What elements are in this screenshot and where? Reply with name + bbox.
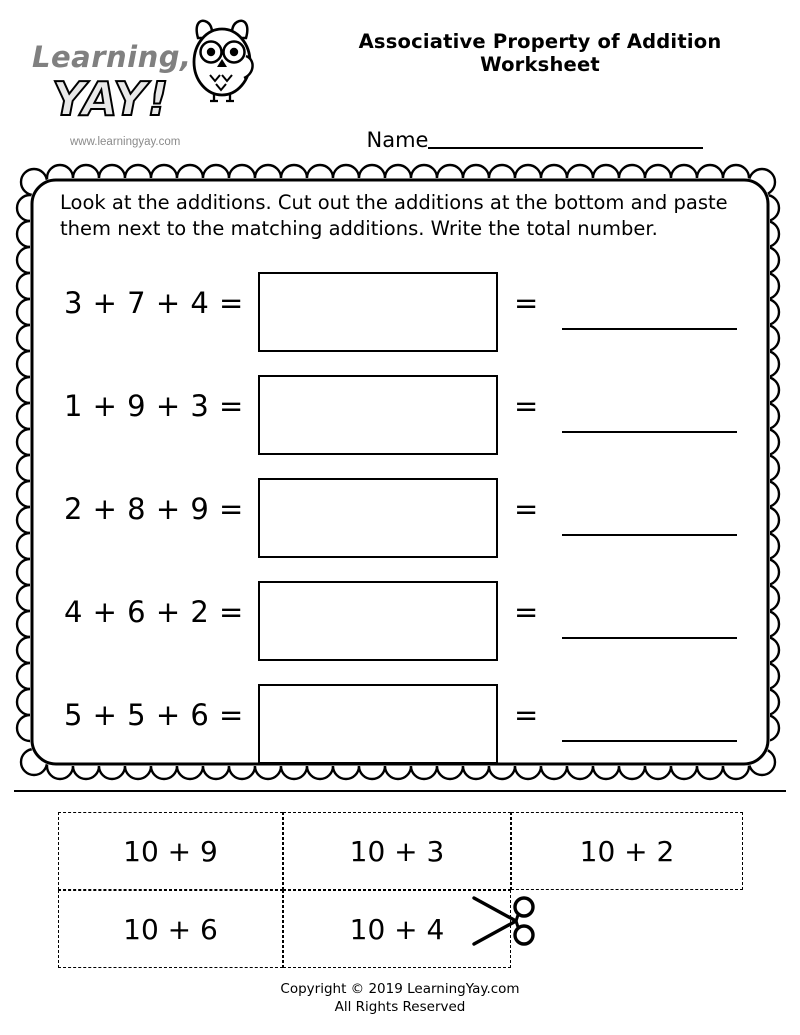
problem-row [46,470,756,573]
cutout-tile[interactable]: 10 + 2 [511,812,743,890]
page-title: Associative Property of Addition Worksheet [358,30,722,76]
page-header [0,0,800,160]
equals-sign: = [514,698,539,732]
problem-expression: 5 + 5 + 6 = [64,698,244,732]
equals-sign: = [514,286,539,320]
equals-sign: = [514,492,539,526]
name-field-row [300,128,770,152]
problem-expression: 2 + 8 + 9 = [64,492,244,526]
rights-line: All Rights Reserved [334,999,466,1016]
page-footer [0,980,800,1016]
problem-row [46,264,756,367]
name-input-blank[interactable] [428,128,703,149]
problem-row [46,573,756,676]
answer-blank[interactable] [562,532,737,536]
name-label: Name [366,128,429,152]
logo-text-learning: Learning, [32,40,192,74]
paste-box[interactable] [258,478,498,558]
paste-box[interactable] [258,272,498,352]
paste-box[interactable] [258,684,498,764]
cutout-tile[interactable]: 10 + 3 [283,812,511,890]
problem-list [46,264,756,779]
cut-line-divider [14,790,786,792]
logo-website-url: www.learningyay.com [70,136,181,148]
problem-row [46,676,756,779]
scissors-icon [468,890,540,952]
paste-box[interactable] [258,581,498,661]
answer-blank[interactable] [562,429,737,433]
owl-icon [180,12,264,108]
cutout-tile[interactable]: 10 + 4 [283,890,511,968]
equals-sign: = [514,389,539,423]
problem-expression: 3 + 7 + 4 = [64,286,244,320]
cutout-tile[interactable]: 10 + 6 [58,890,283,968]
brand-logo[interactable] [22,10,282,160]
problem-expression: 1 + 9 + 3 = [64,389,244,423]
answer-blank[interactable] [562,635,737,639]
paste-box[interactable] [258,375,498,455]
logo-text-yay: YAY! [52,72,170,126]
worksheet-body [46,178,756,766]
answer-blank[interactable] [562,738,737,742]
cutout-tile[interactable]: 10 + 9 [58,812,283,890]
problem-expression: 4 + 6 + 2 = [64,595,244,629]
answer-blank[interactable] [562,326,737,330]
equals-sign: = [514,595,539,629]
cutout-grid [58,812,748,972]
instructions-text: Look at the additions. Cut out the additions at the bottom and paste them next to the matching additions. Write the total number. [60,191,728,241]
copyright-line: Copyright © 2019 LearningYay.com [280,981,520,997]
problem-row [46,367,756,470]
